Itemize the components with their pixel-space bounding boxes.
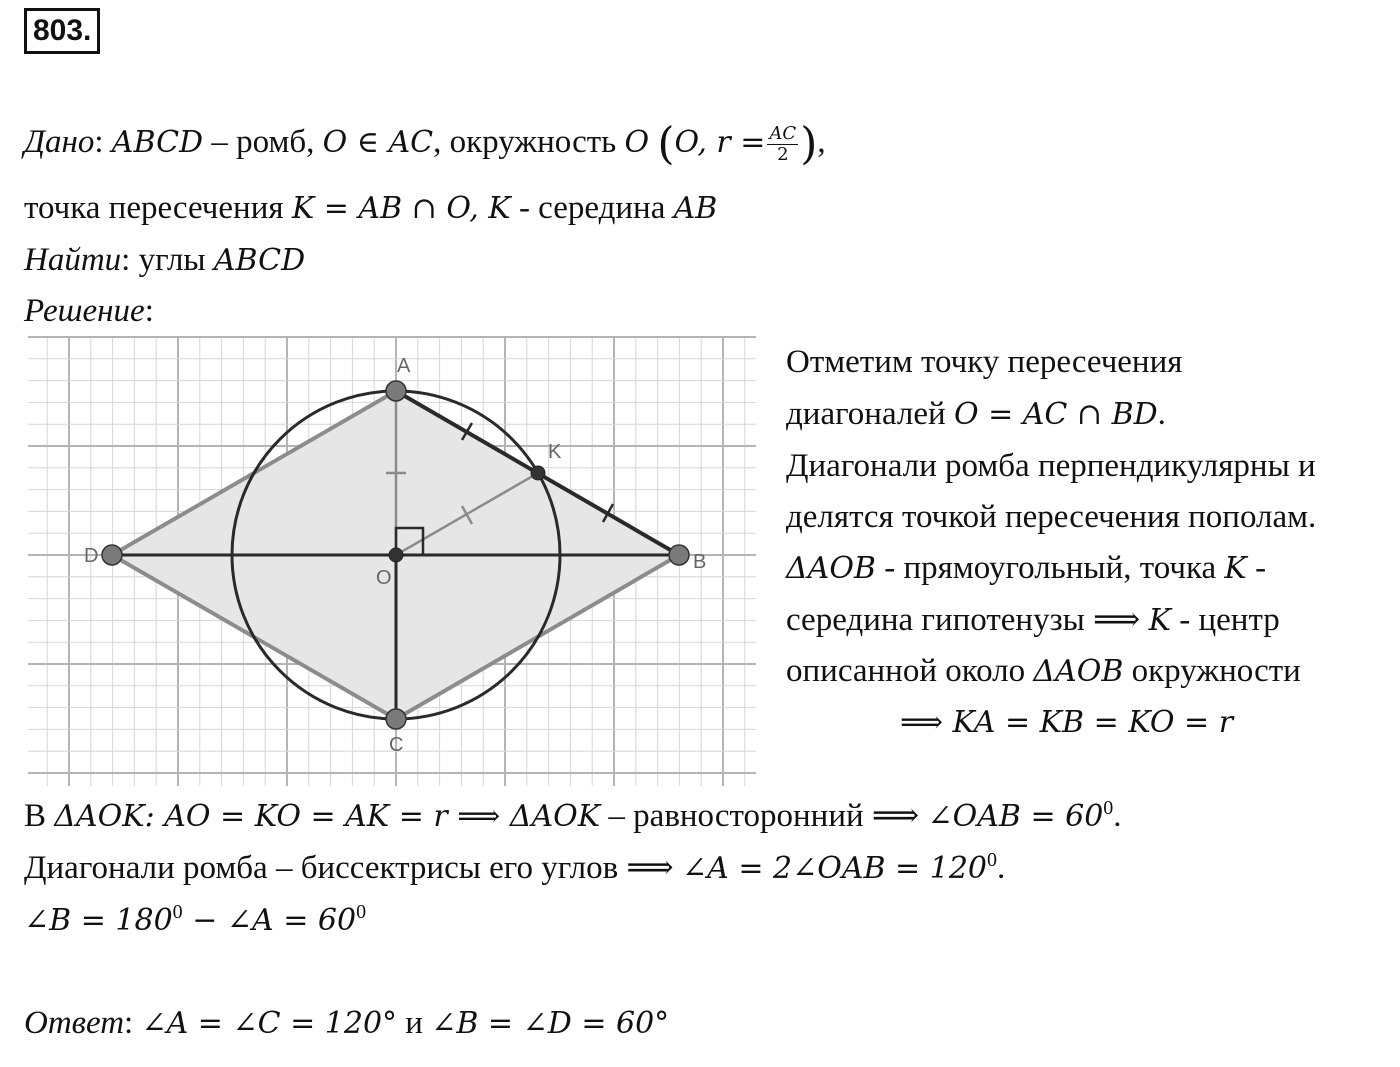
given-text-2: , окружность bbox=[433, 124, 625, 160]
explain-line-2-dot: . bbox=[1157, 396, 1166, 432]
fraction bbox=[767, 124, 798, 165]
bottom-line-3-sup-2: 0 bbox=[356, 901, 367, 923]
problem-number: 803. bbox=[24, 8, 100, 54]
given-line2-ab: AB bbox=[673, 191, 718, 226]
bottom-line-1-text: – равносторонний ⟹ bbox=[600, 798, 928, 834]
explain-line-7 bbox=[786, 651, 1301, 692]
point-c bbox=[386, 709, 406, 729]
answer-colon: : bbox=[124, 1005, 142, 1041]
point-d bbox=[102, 545, 122, 565]
answer-math-2: ∠B = ∠D = 60° bbox=[431, 1006, 670, 1041]
given-o-in-ac: O ∈ AC bbox=[322, 125, 434, 160]
explain-line-2 bbox=[786, 394, 1166, 435]
bottom-line-2-dot: . bbox=[997, 850, 1006, 886]
bottom-line-2-text: Диагонали ромба – биссектрисы его углов ⟹ bbox=[24, 850, 682, 886]
point-k bbox=[531, 466, 545, 480]
fraction-numerator: AC bbox=[769, 122, 797, 144]
bottom-line-1-sup: 0 bbox=[1103, 797, 1114, 819]
explain-line-5-math: ΔAOB bbox=[786, 551, 876, 586]
find-line bbox=[24, 240, 305, 281]
explain-line-6-k: K bbox=[1148, 603, 1172, 638]
explain-line-2-math: O = AC ∩ BD bbox=[953, 397, 1158, 432]
bottom-line-2 bbox=[24, 848, 1005, 889]
explain-line-7-text-2: окружности bbox=[1123, 653, 1301, 689]
explain-line-1: Отметим точку пересечения bbox=[786, 344, 1183, 380]
explain-line-8: ⟹ KA = KB = KO = r bbox=[900, 705, 1234, 740]
bottom-line-1-math: ΔAOK: AO = KO = AK = r ⟹ ΔAOK bbox=[54, 799, 601, 834]
paren-open: ( bbox=[657, 118, 675, 170]
label-c: C bbox=[389, 734, 404, 756]
answer-label: Ответ bbox=[24, 1005, 125, 1041]
point-a bbox=[386, 381, 406, 401]
explain-line-5-dash: - bbox=[1246, 550, 1267, 586]
given-text-1: – ромб, bbox=[203, 124, 323, 160]
answer-and: и bbox=[397, 1005, 432, 1041]
explain-line-5 bbox=[786, 548, 1266, 589]
given-comma: , bbox=[817, 124, 826, 160]
explain-line-7-math: ΔAOB bbox=[1033, 654, 1124, 689]
solution-colon: : bbox=[144, 293, 154, 329]
given-line2-text-2: - середина bbox=[510, 190, 674, 226]
bottom-line-1-dot: . bbox=[1113, 798, 1122, 834]
bottom-line-1 bbox=[24, 796, 1122, 837]
explain-line-5-k: K bbox=[1224, 551, 1247, 586]
fraction-denominator: 2 bbox=[777, 143, 789, 165]
find-text: : углы bbox=[121, 242, 214, 278]
answer-math-1: ∠A = ∠C = 120° bbox=[141, 1006, 398, 1041]
explain-line-4: делятся точкой пересечения пополам. bbox=[786, 499, 1317, 535]
bottom-line-1-a: В bbox=[24, 798, 55, 834]
geometry-figure bbox=[28, 336, 756, 786]
explain-line-6-text-2: - центр bbox=[1171, 602, 1280, 638]
bottom-line-2-sup: 0 bbox=[987, 849, 997, 871]
bottom-line-3-sup-1: 0 bbox=[172, 901, 183, 923]
find-label: Найти bbox=[24, 242, 122, 278]
paren-close: ) bbox=[800, 118, 818, 170]
explain-line-6 bbox=[786, 600, 1280, 641]
bottom-line-3-math-1: ∠B = 180 bbox=[24, 903, 173, 938]
explain-line-7-text: описанной около bbox=[786, 653, 1034, 689]
given-line-1: Дано: ABCD – ромб, O ∈ AC, окружность O (O, r = $\frac{AC}{2}$ ), bbox=[24, 118, 826, 170]
point-b bbox=[669, 545, 689, 565]
label-k: K bbox=[548, 441, 562, 463]
given-rhombus: ABCD bbox=[111, 125, 204, 160]
explain-line-2-text: диагоналей bbox=[786, 396, 954, 432]
bottom-line-3-math-2: − ∠A = 60 bbox=[182, 903, 357, 938]
answer-line bbox=[24, 1003, 669, 1044]
given-line-2 bbox=[24, 188, 717, 229]
explain-line-6-text: середина гипотенузы ⟹ bbox=[786, 602, 1149, 638]
label-b: B bbox=[693, 551, 707, 573]
label-a: A bbox=[397, 355, 411, 377]
solution-label: Решение bbox=[24, 293, 145, 329]
bottom-line-1-angle: ∠OAB = 60 bbox=[927, 799, 1104, 834]
point-o bbox=[389, 548, 403, 562]
given-label: Дано bbox=[24, 124, 95, 160]
explain-line-3: Диагонали ромба перпендикулярны и bbox=[786, 448, 1316, 484]
find-math: ABCD bbox=[213, 243, 306, 278]
label-d: D bbox=[84, 545, 99, 567]
bottom-line-2-math: ∠A = 2∠OAB = 120 bbox=[681, 851, 987, 886]
bottom-line-3 bbox=[24, 900, 366, 941]
solution-line bbox=[24, 291, 154, 331]
label-o: O bbox=[376, 567, 392, 589]
given-circle-name: O bbox=[624, 125, 650, 160]
given-line2-math: K = AB ∩ O, K bbox=[291, 191, 511, 226]
explain-line-5-text: - прямоугольный, точка bbox=[875, 550, 1225, 586]
given-line2-text: точка пересечения bbox=[24, 190, 292, 226]
given-circle-params: O, r = bbox=[674, 125, 766, 160]
